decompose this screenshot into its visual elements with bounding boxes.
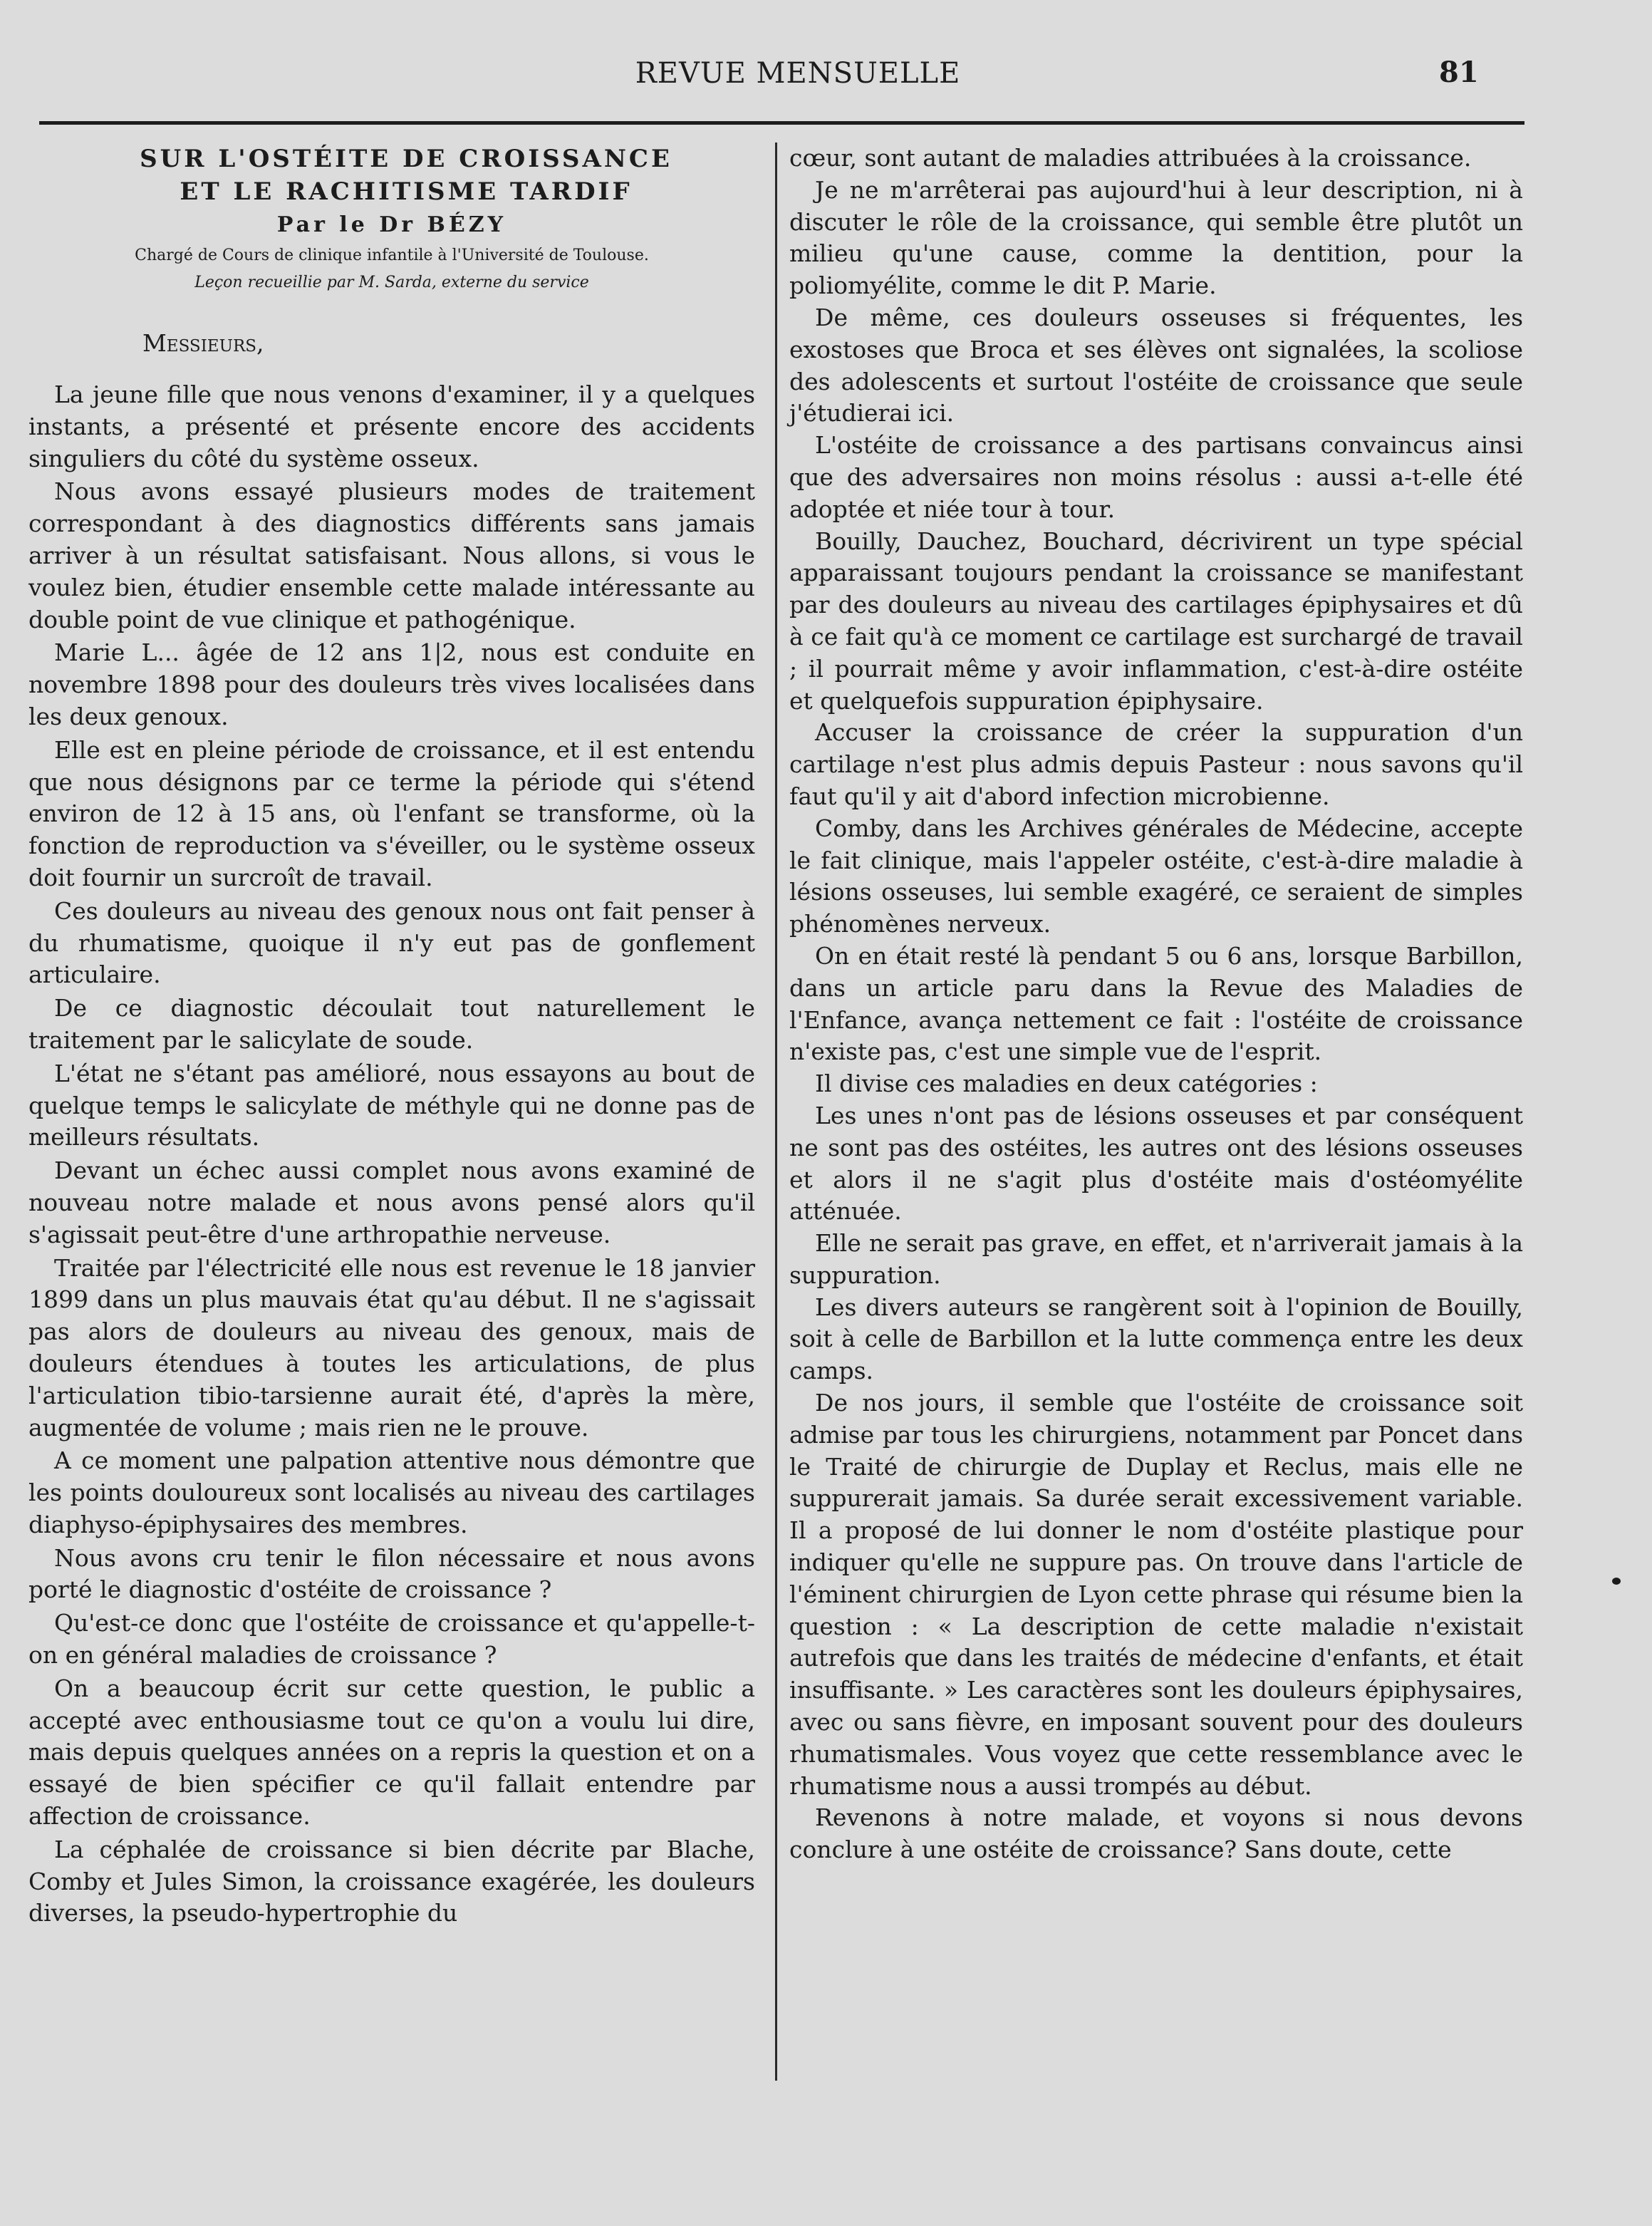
paragraph: De ce diagnostic découlait tout naturellement le traitement par le salicylate de soude. xyxy=(28,994,755,1054)
ink-speck xyxy=(1612,1578,1621,1585)
paragraph: L'ostéite de croissance a des partisans convaincus ainsi que des adversaires non moins résolus : aussi a-t-elle été adoptée et niée tour à tour. xyxy=(789,431,1523,523)
article-title-line-1: SUR L'OSTÉITE DE CROISSANCE xyxy=(140,145,672,173)
paragraph: Je ne m'arrêterai pas aujourd'hui à leur description, ni à discuter le rôle de la croissance, qui semble être plutôt un milieu qu'une cause, comme la dentition, pour la poliomyélite, comme le dit P. Marie. xyxy=(789,175,1523,300)
paragraph: A ce moment une palpation attentive nous démontre que les points douloureux sont localisés au niveau des cartilages diaphyso-épiphysaires des membres. xyxy=(28,1446,755,1538)
paragraph: Les divers auteurs se rangèrent soit à l'opinion de Bouilly, soit à celle de Barbillon et la lutte commença entre les deux camps. xyxy=(789,1293,1523,1385)
article-title-line-2: ET LE RACHITISME TARDIF xyxy=(180,177,633,206)
paragraph: Revenons à notre malade, et voyons si nous devons conclure à une ostéite de croissance? Sans doute, cette xyxy=(789,1803,1523,1864)
header-rule xyxy=(39,121,1524,125)
paragraph: Comby, dans les Archives générales de Médecine, accepte le fait clinique, mais l'appeler ostéite, c'est-à-dire maladie à lésions osseuses, lui semble exagéré, ce seraient de simples phénomènes nerveux. xyxy=(789,814,1523,938)
paragraph: Il divise ces maladies en deux catégories : xyxy=(815,1070,1318,1098)
paragraph: Accuser la croissance de créer la suppuration d'un cartilage n'est plus admis depuis Pasteur : nous savons qu'il faut qu'il y ait d'abord infection microbienne. xyxy=(789,718,1523,810)
paragraph: Nous avons cru tenir le filon nécessaire et nous avons porté le diagnostic d'ostéite de croissance ? xyxy=(28,1543,755,1604)
right-column xyxy=(789,143,1523,1866)
paragraph: cœur, sont autant de maladies attribuées à la croissance. xyxy=(789,144,1472,172)
author-affiliation: Chargé de Cours de clinique infantile à l'Université de Toulouse. xyxy=(135,247,649,264)
page-header xyxy=(0,0,1652,121)
page-number: 81 xyxy=(1439,56,1479,89)
paragraph: On a beaucoup écrit sur cette question, le public a accepté avec enthousiasme tout ce qu'on a voulu lui dire, mais depuis quelques années on a repris la question et on a essayé de bien spécifier ce qu'il fallait entendre par affection de croissance. xyxy=(28,1674,755,1831)
paragraph: Traitée par l'électricité elle nous est revenue le 18 janvier 1899 dans un plus mauvais état qu'au début. Il ne s'agissait pas alors de douleurs au niveau des genoux, mais de douleurs étendues à toutes les articulations, de plus l'articulation tibio-tarsienne aurait été, d'après la mère, augmentée de volume ; mais rien ne le prouve. xyxy=(28,1253,755,1441)
paragraph: De nos jours, il semble que l'ostéite de croissance soit admise par tous les chirurgiens, notamment par Poncet dans le Traité de chirurgie de Duplay et Reclus, mais elle ne suppurerait jamais. Sa durée serait excessivement variable. Il a proposé de lui donner le nom d'ostéite plastique pour indiquer qu'elle ne suppure pas. On trouve dans l'article de l'éminent chirurgien de Lyon cette phrase qui résume bien la question : « La description de cette maladie n'existait autrefois que dans les traités de médecine d'enfants, et était insuffisante. » Les caractères sont les douleurs épiphysaires, avec ou sans fièvre, en imposant souvent pour des douleurs rhumatismales. Vous voyez que cette ressemblance avec le rhumatisme nous a aussi trompés au début. xyxy=(789,1389,1523,1800)
lesson-credit: Leçon recueillie par M. Sarda, externe du service xyxy=(194,274,589,291)
paragraph: De même, ces douleurs osseuses si fréquentes, les exostoses que Broca et ses élèves ont signalées, la scoliose des adolescents et surtout l'ostéite de croissance que seule j'étudierai ici. xyxy=(789,303,1523,428)
paragraph: La jeune fille que nous venons d'examiner, il y a quelques instants, a présenté et présente encore des accidents singuliers du côté du système osseux. xyxy=(28,381,755,472)
left-column xyxy=(28,143,755,1930)
salutation: Messieurs, xyxy=(142,329,264,357)
paragraph: Elle ne serait pas grave, en effet, et n'arriverait jamais à la suppuration. xyxy=(789,1229,1523,1289)
column-divider xyxy=(775,143,777,2081)
paragraph: Ces douleurs au niveau des genoux nous ont fait penser à du rhumatisme, quoique il n'y eut pas de gonflement articulaire. xyxy=(28,896,755,989)
article-author: Par le Dr BÉZY xyxy=(276,212,507,237)
paragraph: Nous avons essayé plusieurs modes de traitement correspondant à des diagnostics différents sans jamais arriver à un résultat satisfaisant. Nous allons, si vous le voulez bien, étudier ensemble cette malade intéressante au double point de vue clinique et pathogénique. xyxy=(28,477,755,633)
paragraph: L'état ne s'étant pas amélioré, nous essayons au bout de quelque temps le salicylate de méthyle qui ne donne pas de meilleurs résultats. xyxy=(28,1059,755,1151)
paragraph: La céphalée de croissance si bien décrite par Blache, Comby et Jules Simon, la croissance exagérée, les douleurs diverses, la pseudo-hypertrophie du xyxy=(28,1835,755,1927)
paragraph: Marie L... âgée de 12 ans 1|2, nous est conduite en novembre 1898 pour des douleurs très vives localisées dans les deux genoux. xyxy=(28,638,755,730)
paragraph: On en était resté là pendant 5 ou 6 ans, lorsque Barbillon, dans un article paru dans la Revue des Maladies de l'Enfance, avança nettement ce fait : l'ostéite de croissance n'existe pas, c'est une simple vue de l'esprit. xyxy=(789,941,1523,1066)
paragraph: Les unes n'ont pas de lésions osseuses et par conséquent ne sont pas des ostéites, les autres ont des lésions osseuses et alors il ne s'agit plus d'ostéite mais d'ostéomyélite atténuée. xyxy=(789,1101,1523,1226)
paragraph: Elle est en pleine période de croissance, et il est entendu que nous désignons par ce terme la période qui s'étend environ de 12 à 15 ans, où l'enfant se transforme, où la fonction de reproduction va s'éveiller, ou le système osseux doit fournir un surcroît de travail. xyxy=(28,735,755,891)
paragraph: Bouilly, Dauchez, Bouchard, décrivirent un type spécial apparaissant toujours pendant la croissance se manifestant par des douleurs au niveau des cartilages épiphysaires et dû à ce fait qu'à ce moment ce cartilage est surchargé de travail ; il pourrait même y avoir inflammation, c'est-à-dire ostéite et quelquefois suppuration épiphysaire. xyxy=(789,527,1523,715)
running-title: REVUE MENSUELLE xyxy=(635,57,961,90)
paragraph: Qu'est-ce donc que l'ostéite de croissance et qu'appelle-t-on en général maladies de croissance ? xyxy=(28,1609,755,1670)
paragraph: Devant un échec aussi complet nous avons examiné de nouveau notre malade et nous avons pensé alors qu'il s'agissait peut-être d'une arthropathie nerveuse. xyxy=(28,1156,755,1248)
